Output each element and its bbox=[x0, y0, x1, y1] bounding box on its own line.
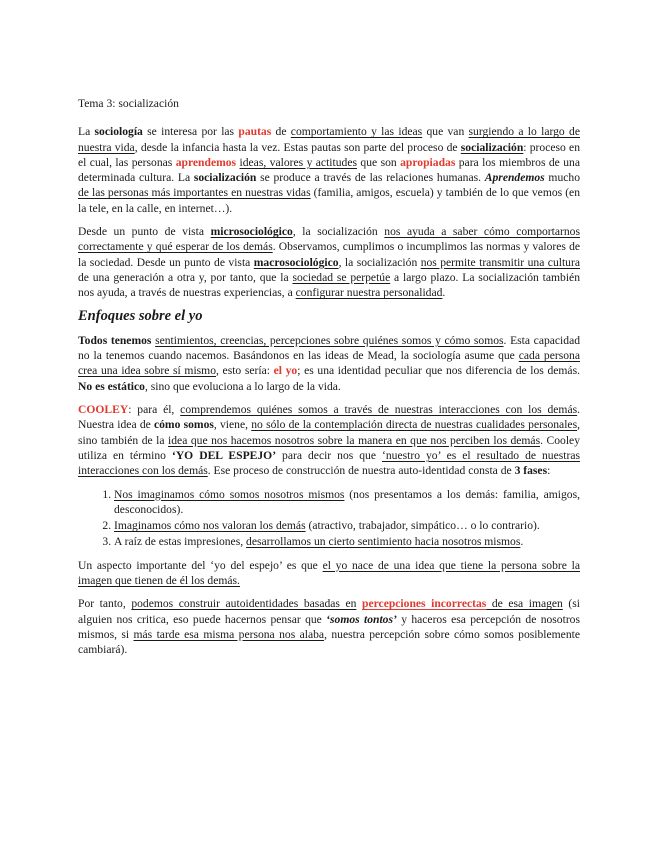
highlight-cooley: COOLEY bbox=[78, 403, 129, 417]
topic-heading: Tema 3: socialización bbox=[78, 97, 179, 110]
underlined-text: cada persona crea una idea sobre sí mismo bbox=[78, 349, 580, 378]
underlined-text: de las personas más importantes en nuestras vidas bbox=[78, 186, 311, 200]
underlined-text: surgiendo a lo largo de nuestra vida bbox=[78, 125, 580, 154]
underlined-text: sociedad se perpetúe bbox=[292, 270, 391, 284]
highlight-aprendemos: aprendemos bbox=[175, 155, 237, 169]
underlined-text: no sólo de la contemplación directa de nuestras cualidades personales bbox=[251, 418, 578, 432]
highlight-pautas: pautas bbox=[238, 125, 272, 139]
paragraph-por-tanto: Por tanto, podemos construir autoidentidades basadas en percepciones incorrectas de esa imagen (si alguien nos critica, eso puede hacernos pensar que ‘somos tontos’ y haceros esa percepción de nosotros mismos, si más tarde esa misma persona nos alaba, nuestra percepción sobre cómo somos posiblemente cambiará). bbox=[78, 597, 581, 657]
term-todos-tenemos: Todos tenemos bbox=[78, 333, 152, 347]
term-sociologia: sociología bbox=[94, 125, 143, 139]
section-heading: Enfoques sobre el yo bbox=[78, 307, 203, 324]
underlined-text: idea que nos hacemos nosotros sobre la manera en que nos perciben los demás bbox=[168, 433, 541, 447]
paragraph-cooley: COOLEY: para él, comprendemos quiénes somos a través de nuestras interacciones con los demás. Nuestra idea de cómo somos, viene, no sólo de la contemplación directa de nuestras cualidades personales, sino también de la idea que nos hacemos nosotros sobre la manera en que nos perciben los demás. Cooley utiliza en término ‘YO DEL ESPEJO’ para decir nos que ‘nuestro yo’ es el resultado de nuestras interacciones con los demás. Ese proceso de construcción de nuestra auto-identidad consta de 3 fases: bbox=[78, 403, 581, 478]
term-aprendemos: Aprendemos bbox=[484, 171, 545, 185]
paragraph-micro-macro: Desde un punto de vista microsociológico, la socialización nos ayuda a saber cómo comportarnos correctamente y qué esperar de los demás. Observamos, cumplimos o incumplimos las normas y valores de la sociedad. Desde un punto de vista macrosociológico, la socialización nos permite transmitir una cultura de una generación a otra y, por tanto, que la sociedad se perpetúe a largo plazo. La socialización también nos ayuda, a través de nuestras experiencias, a configurar nuestra personalidad. bbox=[78, 225, 581, 300]
underlined-text: ‘nuestro yo’ es el resultado de nuestras interacciones con los demás bbox=[78, 448, 580, 478]
term-somos-tontos: ‘somos tontos’ bbox=[326, 612, 397, 626]
paragraph-todos-tenemos: Todos tenemos sentimientos, creencias, percepciones sobre quiénes somos y cómo somos. Esta capacidad no la tenemos cuando nacemos. Basándonos en las ideas de Mead, la sociología asume que cada persona crea una idea sobre sí mismo, esto sería: el yo; es una identidad peculiar que nos diferencia de los demás. No es estático, sino que evoluciona a lo largo de la vida. bbox=[78, 333, 581, 393]
term-yo-del-espejo: del ‘yo del espejo’ es que bbox=[191, 558, 318, 572]
underlined-text: nos ayuda a saber cómo comportarnos correctamente y qué esperar de los demás bbox=[78, 225, 580, 254]
highlight-el-yo: el yo bbox=[273, 364, 298, 378]
underlined-text: ideas, valores y actitudes bbox=[239, 155, 357, 169]
underlined-text: nos permite transmitir una cultura bbox=[420, 255, 580, 269]
phases-list bbox=[78, 487, 580, 550]
term-no-es-estatico: No es estático bbox=[78, 379, 145, 393]
term-yo-del-espejo: ‘YO DEL ESPEJO’ bbox=[171, 448, 277, 462]
underlined-text: comportamiento y las ideas bbox=[290, 125, 423, 139]
underlined-text: el yo nace de una idea que tiene la persona sobre la imagen que tienen de él los demás. bbox=[78, 558, 580, 588]
underlined-text: podemos construir autoidentidades basadas en bbox=[131, 597, 357, 611]
underlined-text: configurar nuestra personalidad bbox=[295, 286, 443, 300]
highlight-apropiadas: apropiadas bbox=[400, 155, 456, 169]
list-item: 3. A raíz de estas impresiones, desarrollamos un cierto sentimiento hacia nosotros mismos. bbox=[114, 534, 580, 549]
paragraph-aspecto-importante: Un aspecto importante del ‘yo del espejo’ es que el yo nace de una idea que tiene la persona sobre la imagen que tienen de él los demás. bbox=[78, 558, 580, 588]
paragraph-sociologia: La sociología se interesa por las pautas de comportamiento y las ideas que van surgiendo a lo largo de nuestra vida, desde la infancia hasta la vez. Estas pautas son parte del proceso de socialización: proceso en el cual, las personas aprendemos ideas, valores y actitudes que son apropiadas para los miembros de una determinada cultura. La socialización se produce a través de las relaciones humanas. Aprendemos mucho de las personas más importantes en nuestras vidas (familia, amigos, escuela) y también de lo que vemos (en la tele, en la calle, en internet…). bbox=[78, 125, 581, 215]
underlined-text: sentimientos, creencias, percepciones sobre quiénes somos y cómo somos bbox=[155, 333, 504, 347]
term-macrosociologico: macrosociológico bbox=[253, 255, 339, 269]
term-socializacion: socialización bbox=[193, 171, 257, 185]
document-body bbox=[78, 96, 580, 666]
underlined-text: comprendemos quiénes somos a través de nuestras interacciones con los demás bbox=[180, 403, 578, 417]
list-item: 1. Nos imaginamos cómo somos nosotros mismos (nos presentamos a los demás: familia, amigos, desconocidos). bbox=[114, 487, 580, 518]
underlined-text: de esa imagen bbox=[486, 597, 563, 611]
term-socializacion: socialización bbox=[460, 140, 524, 154]
underlined-text: más tarde esa misma persona nos alaba bbox=[133, 627, 325, 641]
term-como-somos: cómo somos bbox=[153, 418, 214, 432]
list-item: 2. Imaginamos cómo nos valoran los demás (atractivo, trabajador, simpático… o lo contrario). bbox=[114, 518, 580, 533]
highlight-percepciones-incorrectas: percepciones incorrectas bbox=[362, 597, 487, 611]
term-3-fases: 3 fases bbox=[514, 464, 548, 478]
term-microsociologico: microsociológico bbox=[210, 225, 293, 239]
